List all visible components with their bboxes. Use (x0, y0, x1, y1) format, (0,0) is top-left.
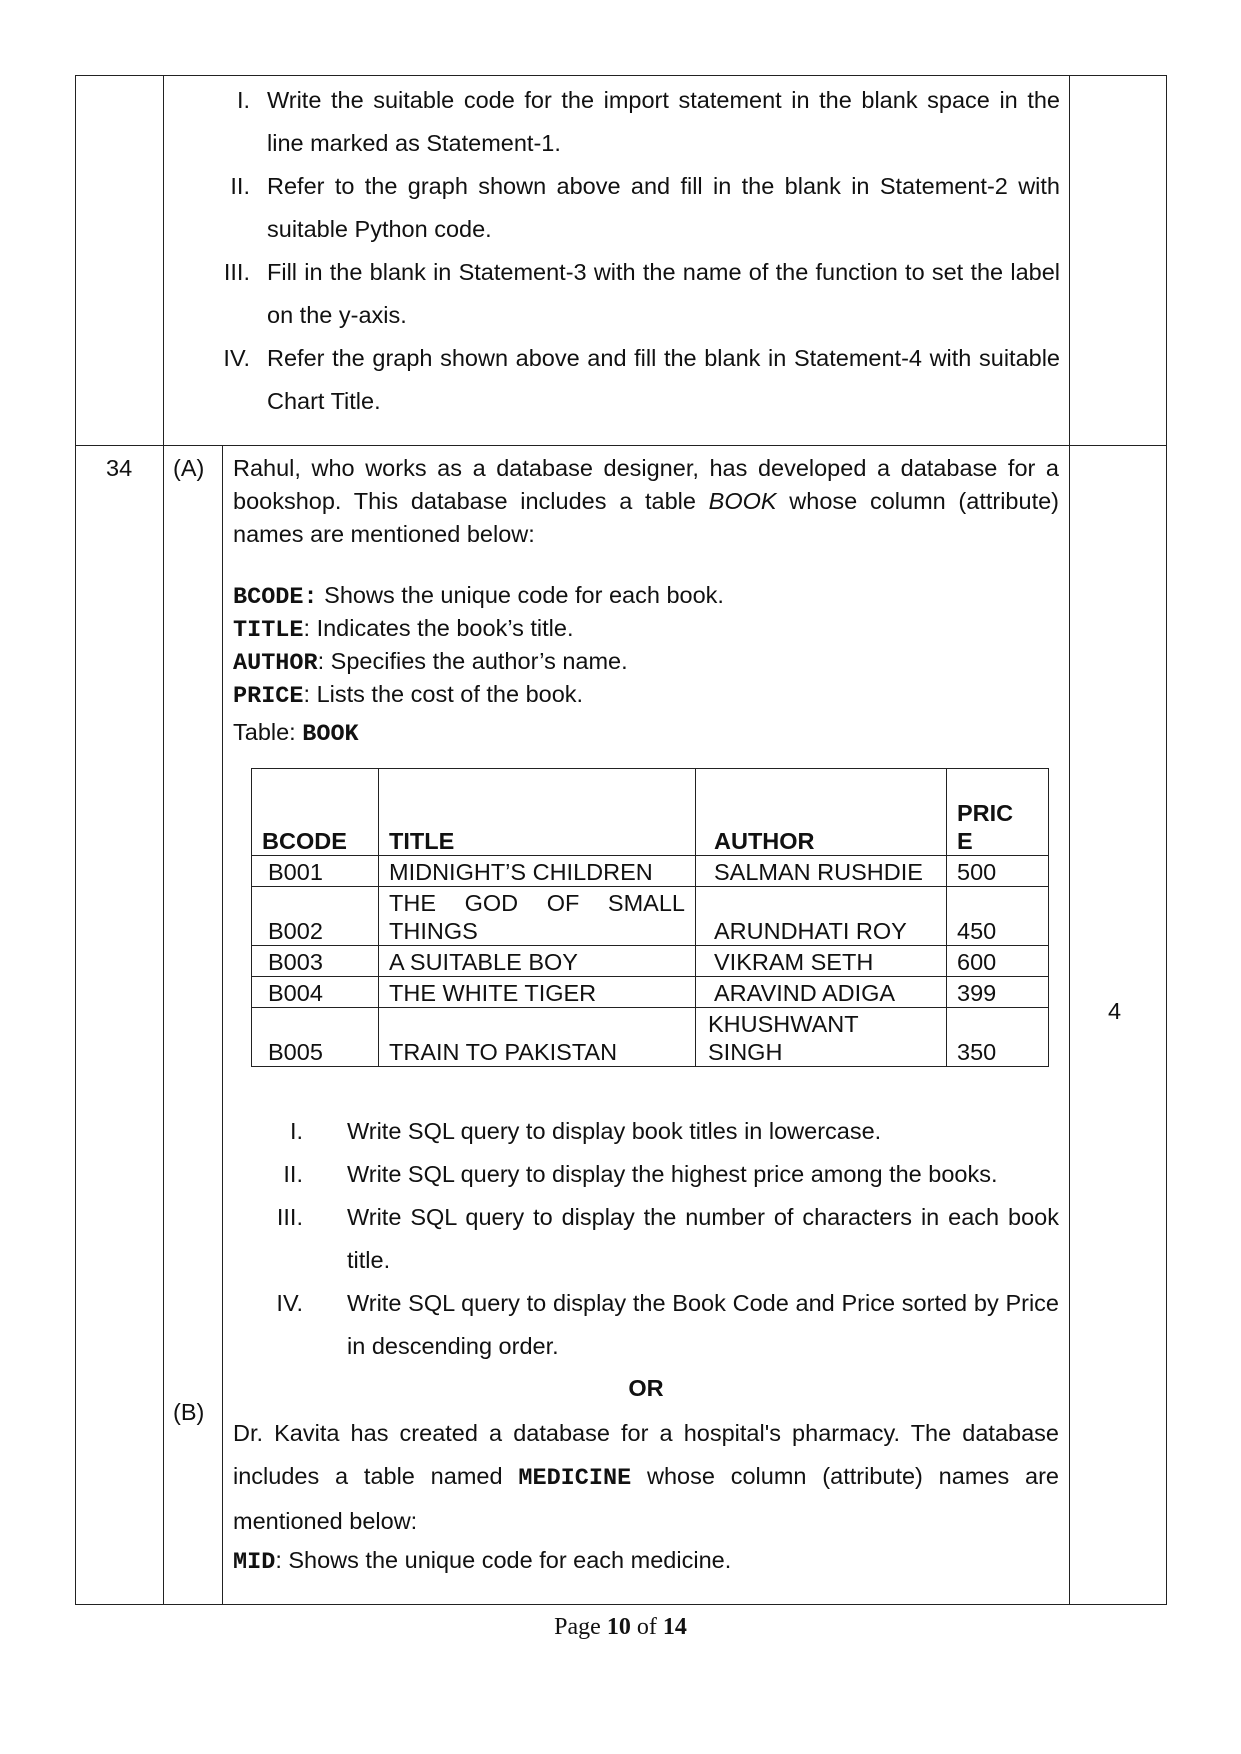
list-number: II. (230, 173, 250, 199)
total-pages: 14 (662, 1614, 687, 1640)
cell-price: 399 (947, 977, 1049, 1008)
table-row (252, 946, 1049, 977)
list-number: II. (283, 1161, 303, 1187)
header-bcode: BCODE (252, 769, 379, 856)
cell-title: TRAIN TO PAKISTAN (379, 1008, 696, 1067)
cell-author: SALMAN RUSHDIE (696, 856, 947, 887)
list-text: Write SQL query to display the highest price among the books. (347, 1161, 998, 1187)
column-description: TITLE: Indicates the book’s title. (233, 615, 574, 644)
part-b-intro: Dr. Kavita has created a database for a hospital's pharmacy. The database includes a table named MEDICINE whose column (attribute) names are mentioned below: (233, 1420, 1059, 1534)
list-item (200, 79, 1060, 165)
list-item (233, 1196, 1059, 1282)
list-number: IV. (276, 1290, 303, 1316)
cell-author: ARAVIND ADIGA (696, 977, 947, 1008)
table-header-row (252, 769, 1049, 856)
cell-title: A SUITABLE BOY (379, 946, 696, 977)
cell-title: THE GOD OF SMALL THINGS (379, 887, 696, 946)
book-table (251, 768, 1049, 1067)
cell-title: THE WHITE TIGER (379, 977, 696, 1008)
header-title: TITLE (379, 769, 696, 856)
row-divider (75, 445, 1167, 446)
cell-price: 350 (947, 1008, 1049, 1067)
list-text: Fill in the blank in Statement-3 with the name of the function to set the label on the y-axis. (267, 259, 1060, 328)
column-description: BCODE: Shows the unique code for each book. (233, 582, 724, 611)
list-item (233, 1110, 1059, 1153)
list-text: Write SQL query to display the Book Code and Price sorted by Price in descending order. (347, 1290, 1059, 1359)
table-caption: Table: BOOK (233, 719, 359, 748)
column-divider-number (163, 75, 164, 1605)
cell-bcode: B002 (252, 887, 379, 946)
column-description: PRICE: Lists the cost of the book. (233, 681, 584, 710)
previous-question-subparts (200, 79, 1060, 423)
part-a-intro: Rahul, who works as a database designer, has developed a database for a bookshop. This database includes a table BOOK whose column (attribute) names are mentioned below: (233, 455, 1059, 547)
cell-bcode: B005 (252, 1008, 379, 1067)
sql-query-list (233, 1110, 1059, 1368)
list-text: Write SQL query to display the number of characters in each book title. (347, 1204, 1059, 1273)
list-text: Write SQL query to display book titles in lowercase. (347, 1118, 882, 1144)
list-item (233, 1282, 1059, 1368)
list-item (200, 251, 1060, 337)
list-text: Write the suitable code for the import statement in the blank space in the line marked as Statement-1. (267, 87, 1060, 156)
list-number: I. (289, 1118, 303, 1144)
list-number: III. (276, 1204, 303, 1230)
part-a-label: (A) (173, 455, 205, 481)
part-b-label: (B) (173, 1399, 205, 1425)
column-divider-marks (1069, 75, 1070, 1605)
list-number: IV. (223, 345, 250, 371)
column-descriptions (233, 580, 724, 712)
question-number: 34 (106, 455, 133, 481)
cell-bcode: B001 (252, 856, 379, 887)
cell-price: 600 (947, 946, 1049, 977)
current-page: 10 (606, 1614, 631, 1640)
table-name-italic: BOOK (708, 488, 777, 514)
list-text: Refer to the graph shown above and fill in the blank in Statement-2 with suitable Python code. (267, 173, 1060, 242)
cell-bcode: B003 (252, 946, 379, 977)
list-number: I. (236, 87, 250, 113)
or-separator: OR (628, 1375, 664, 1401)
cell-author: KHUSHWANT SINGH (696, 1008, 947, 1067)
cell-author: ARUNDHATI ROY (696, 887, 947, 946)
table-row (252, 1008, 1049, 1067)
page-footer: Page 10 of 14 (554, 1614, 687, 1640)
table-row (252, 856, 1049, 887)
cell-title: MIDNIGHT’S CHILDREN (379, 856, 696, 887)
column-description: AUTHOR: Specifies the author’s name. (233, 648, 628, 677)
header-price: PRIC E (947, 769, 1049, 856)
list-text: Refer the graph shown above and fill the blank in Statement-4 with suitable Chart Title. (267, 345, 1060, 414)
table-row (252, 887, 1049, 946)
cell-price: 450 (947, 887, 1049, 946)
cell-price: 500 (947, 856, 1049, 887)
list-item (233, 1153, 1059, 1196)
list-number: III. (223, 259, 250, 285)
part-b-column-description: MID: Shows the unique code for each medicine. (233, 1547, 732, 1576)
marks: 4 (1108, 998, 1122, 1024)
cell-author: VIKRAM SETH (696, 946, 947, 977)
table-row (252, 977, 1049, 1008)
list-item (200, 165, 1060, 251)
list-item (200, 337, 1060, 423)
cell-bcode: B004 (252, 977, 379, 1008)
header-author: AUTHOR (696, 769, 947, 856)
column-divider-part (222, 445, 223, 1605)
